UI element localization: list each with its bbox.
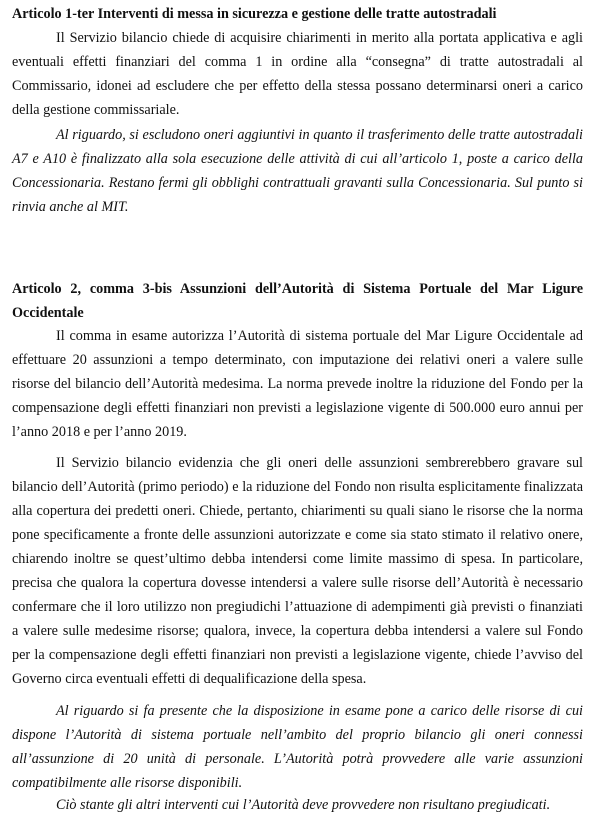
- government-response-paragraph: Al riguardo, si escludono oneri aggiuntivi in quanto il trasferimento delle tratte autostradali A7 e A10 è finalizzato alla sola esecuzione delle attività di cui all’articolo 1, poste a carico della Concessionaria. Restano fermi gli obblighi contrattuali gravanti sulla Concessionaria. Sul punto si rinvia anche al MIT.: [12, 127, 583, 215]
- section-heading-articolo-2: Articolo 2, comma 3-bis Assunzioni dell’Autorità di Sistema Portuale del Mar Ligure Occidentale: [12, 281, 583, 321]
- service-request-paragraph: Il Servizio bilancio evidenzia che gli oneri delle assunzioni sembrerebbero gravare sul bilancio dell’Autorità (primo periodo) e la riduzione del Fondo non risulta esplicitamente finalizzata alla copertura dei predetti oneri. Chiede, pertanto, chiarimenti su quali siano le risorse che la norma pone specificamente a fronte delle assunzioni autorizzate e come sia stato stimato il relativo onere, chiarendo inoltre se quest’ultimo debba intendersi come limite massimo di spesa. In particolare, precisa che qualora la copertura dovesse intendersi a valere sulle risorse dell’Autorità è necessario confermare che il loro utilizzo non pregiudichi l’attuazione di adempimenti già previsti o finanziati a valere sulle medesime risorse; qualora, invece, la copertura debba intendersi a valere sul Fondo per la compensazione degli effetti finanziari non previsti a legislazione vigente, chiede l’avviso del Governo circa eventuali effetti di dequalificazione della spesa.: [12, 455, 583, 687]
- government-conclusion-paragraph: Ciò stante gli altri interventi cui l’Autorità deve provvedere non risultano pregiudicati.: [56, 797, 551, 813]
- norm-description-paragraph: Il comma in esame autorizza l’Autorità di sistema portuale del Mar Ligure Occidentale ad effettuare 20 assunzioni a tempo determinato, con imputazione dei relativi oneri a valere sulle risorse del bilancio dell’Autorità medesima. La norma prevede inoltre la riduzione del Fondo per la compensazione degli effetti finanziari non previsti a legislazione vigente di 500.000 euro annui per l’anno 2018 e per l’anno 2019.: [12, 328, 583, 440]
- section-heading-articolo-1-ter: Articolo 1-ter Interventi di messa in sicurezza e gestione delle tratte autostradali: [12, 6, 497, 22]
- service-request-paragraph: Il Servizio bilancio chiede di acquisire chiarimenti in merito alla portata applicativa e agli eventuali effetti finanziari del comma 1 in ordine alla “consegna” di tratte autostradali al Commissario, idonei ad escludere che per effetto della stessa possano determinarsi oneri a carico della gestione commissariale.: [12, 30, 583, 118]
- government-response-paragraph: Al riguardo si fa presente che la disposizione in esame pone a carico delle risorse di cui dispone l’Autorità di sistema portuale nell’ambito del proprio bilancio gli oneri connessi all’assunzione di 20 unità di personale. L’Autorità potrà provvedere alle varie assunzioni compatibilmente alle risorse disponibili.: [12, 703, 583, 791]
